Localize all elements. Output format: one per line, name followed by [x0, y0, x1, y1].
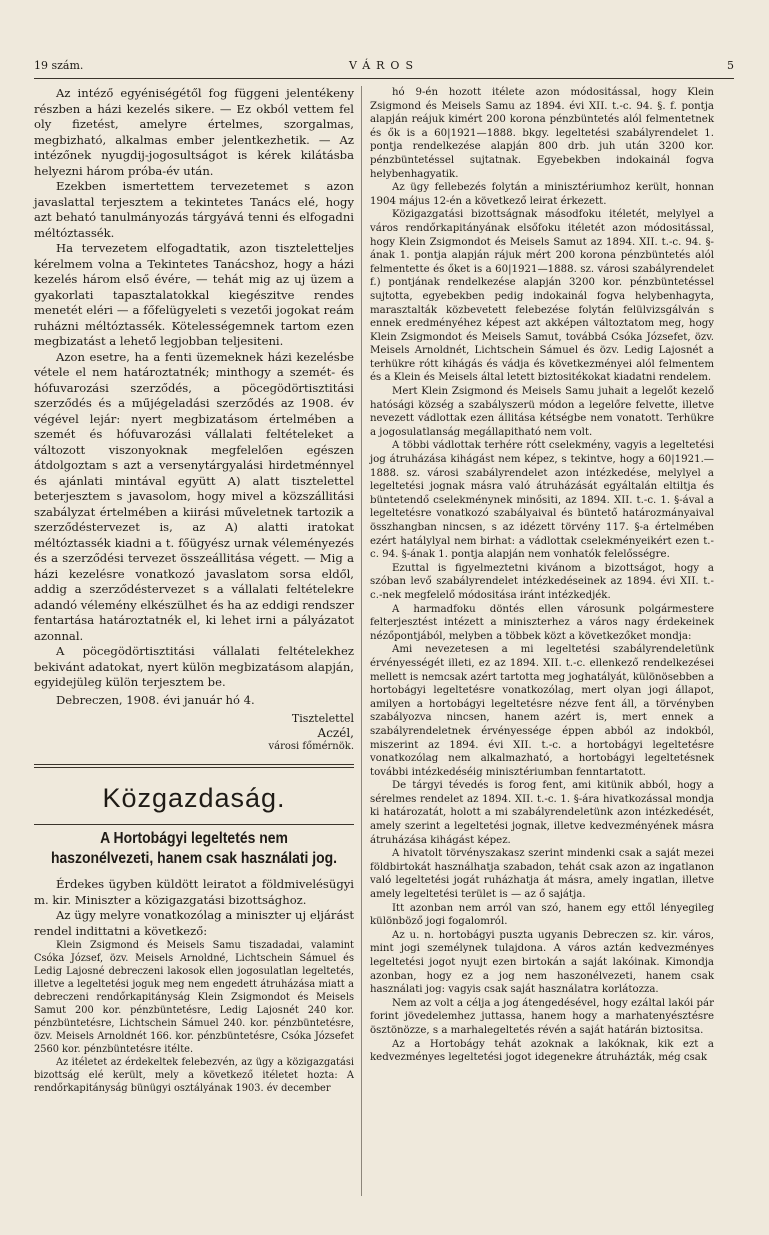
paragraph-small: Az itéletet az érdekeltek felebezvén, az ügy a közigazgatási bizottság elé került, mely a következő itéletet hozta: A rendőrkapitányság bünügyi osztályának 1903. év december [34, 1057, 354, 1094]
signature-name: Aczél, [317, 726, 354, 740]
paragraph: Érdekes ügyben küldött leiratot a földmivelésügyi m. kir. Miniszter a közigazgatási bizottsághoz. [34, 877, 354, 907]
paragraph: Az intéző egyéniségétől fog függeni jelentékeny részben a házi kezelés sikere. — Ez okból vettem fel oly fizetést, amelyre értelmes, szorgalmas, megbizható, alkalmas ember jelentkezhetik. — Az intézőnek nyugdij-jogosultságot is kérek kilátásba helyezni három próba-év után. [34, 86, 354, 178]
paragraph: Mert Klein Zsigmond és Meisels Samu juhait a legelőt kezelő hatósági község a szabályszerü módon a legelőre felvette, illetve nevezett vádlottak ezen állitása kétségbe nem vonatott. Terhükre a jogosulatlanság megállapitható nem volt. [370, 386, 714, 438]
signature-greeting: Tisztelettel [291, 712, 354, 725]
paragraph: Nem az volt a célja a jog átengedésével, hogy ezáltal lakói pár forint jövedelemhez juttassa, hanem hogy a marhatenyésztésre ösztönözze, s a marhalegeltetés révén a saját határán biztositsa. [370, 997, 714, 1036]
paragraph-small: Klein Zsigmond és Meisels Samu tiszadadai, valamint Csóka József, özv. Meisels Arnoldné, Lichtschein Sámuel és Ledig Lajosné debreczeni lakosok ellen jogosulatlan legeltetés, illetve a legeltetési joguk meg nem engedett átruházása miatt a debreczeni rendőrkapitányság Klein Zsigmondot és Meisels Samut 200 kor. pénzbüntetésre, Ledig Lajosnét 240 kor. pénzbüntetésre, Lichtschein Sámuel 240. kor. pénzbüntetésre, özv. Meisels Arnoldnét 166. kor. pénzbüntetésre, Csóka Józsefet 2560 kor. pénzbüntetésre itélte. [34, 940, 354, 1055]
section-rule [34, 767, 354, 768]
paragraph: Közigazgatási bizottságnak másodfoku itéletét, melylyel a város rendőrkapitányának elsőfoku itéletét azon módositással, hogy Klein Zsigmondot és Meisels Samut az 1894. XII. t.-c. 94. §-ának 1. pontja alapján rájuk mért 200 korona pénzbüntetés alól felmentette és őket is a 60|1921—1888. sz. városi szabályrendelet f.) pontjának rendelkezése alapján 3200 kor. pénzbüntetéssel sujtotta, egyebekben pedig indokainál fogva helybenhagyta, marasztalták közbevetett felebezése folytán felülvizsgálván s ennek eredményéhez képest azt akképen változtatom meg, hogy Klein Zsigmondot és Meisels Samut, továbbá Csóka Józsefet, özv. Meisels Arnoldnét, Lichtschein Sámuel és özv. Ledig Lajosnét a terhükre rótt kihágás és vádja és következményei alól felmentem és a Klein és Meisels által letett biztositékokat kiadatni rendelem. [370, 209, 714, 384]
paragraph: Azon esetre, ha a fenti üzemeknek házi kezelésbe vétele el nem határoztatnék; minthogy a szemét- és hófuvarozási szerződés, a pöcegödörtisztitási szerződés és a műjégeladási szerződés az 1908. év végével lejár: nyert megbizatásom értelmében a szemét és hófuvarozási vállalati feltételeket a változott viszonyoknak megfelelően egészen átdolgoztam s azt a versenytárgyalási hirdetménnyel és ajánlati mintával együtt A) alatt tisztelettel beterjesztem s javasolom, hogy mivel a közszállitási szabályzat értelmében a kiirási műveletnek tartozik a szerződéstervezet is, az A) alatti iratokat méltóztassék kiadni a t. főügyész urnak véleményezés és a szerződési tervezet összeállitása végett. — Mig a házi kezelésre vonatkozó javaslatom sorsa eldől, addig a szerződéstervezet s a vállalati feltételekre adandó vélemény elkészülhet és ha az eddigi rendszer fentartása határoztatnék el, ki lehet irni a pályázatot azonnal. [34, 349, 354, 643]
paragraph: Az a Hortobágy tehát azoknak a lakóknak, kik ezt a kedvezményes legeltetési jogot idegenekre átruházták, még csak [370, 1038, 714, 1064]
page-header [34, 60, 734, 79]
paragraph: Ezekben ismertettem tervezetemet s azon javaslattal terjesztem a tekintetes Tanács elé, hogy azt beható tanulmányozás tárgyává tenni és elfogadni méltóztassék. [34, 179, 354, 240]
section-rule [34, 764, 354, 765]
column-divider [361, 86, 362, 1196]
article-title: A Hortobágyi legeltetés nem haszonélvezeti, hanem csak használati jog. [50, 830, 338, 867]
running-title: VÁROS [349, 59, 419, 72]
paragraph: hó 9-én hozott itélete azon módositással, hogy Klein Zsigmond és Meisels Samu az 1894. évi XII. t.-c. 94. §. f. pontja alapján reájuk kimért 200 korona pénzbüntetés alól felmentetnek és ők is a 60|1921—1888. bkgy. legeltetési szabályrendelet 1. pontja rendelkezése alapján 800 drb. juh után 3200 kor. pénzbüntetéssel sujtatnak. Egyebekben indokainál fogva helybenhagyatik. [370, 87, 714, 180]
paragraph: A pöcegödörtisztitási vállalati feltételekhez bekivánt adatokat, nyert külön megbizatásom alapján, egyidejüleg külön terjesztem be. [34, 644, 354, 689]
paragraph: Az ügy fellebezés folytán a minisztériumhoz került, honnan 1904 május 12-én a következő leirat érkezett. [370, 182, 714, 207]
paragraph: Itt azonban nem arról van szó, hanem egy ettől lényegileg különböző jogi fogalomról. [370, 902, 714, 928]
letter-date: Debreczen, 1908. évi január hó 4. [56, 692, 255, 707]
paragraph: Ha tervezetem elfogadtatik, azon tiszteletteljes kérelmem volna a Tekintetes Tanácshoz, hogy a házi kezelés három első évére, — tehát mig az uj üzem a gyakorlati tapasztalatokkal kiegészitve rendes menetét eléri — a főfelügyeleti s vezetői jogokat reám ruházni méltóztassék. Kötelességemnek tartom ezen megbizatást a lehető legjobban teljesiteni. [34, 241, 354, 348]
paragraph: A többi vádlottak terhére rótt cselekmény, vagyis a legeltetési jog átruházása kihágást nem képez, s tekintve, hogy a 60|1921.—1888. sz. városi szabályrendelet azon intézkedése, melylyel a legeltetési jognak másra való átruházását egyáltalán eltiltja és büntetendő cselekménynek minősiti, az 1894. XII. t.-c. 1. §-ával a legeltetésre vonatkozó szabályaival és büntető határozmányaival összhangban nincsen, s az idézett törvény 117. §-a értelmében ezért hatálylyal nem birhat: a vádlottak cselekményeikért ezen t.-c. 94. §-ának 1. pontja alapján nem vonhatók felelősségre. [370, 440, 714, 561]
paragraph: A hivatolt törvényszakasz szerint mindenki csak a saját mezei földbirtokát használhatja szabadon, tehát csak azon az ingatlanon való legeltetési jogát ruházhatja át másra, amely ingatlan, illetve amely legeltetési terület is — az ő sajátja. [370, 848, 714, 901]
paragraph: A harmadfoku döntés ellen városunk polgármestere felterjesztést intézett a miniszterhez a város nagy érdekeinek nézőpontjából, melyben a többek közt a következőket mondja: [370, 603, 714, 642]
page-number-right: 5 [727, 59, 734, 72]
page-number-left: 19 szám. [34, 59, 84, 72]
paragraph: Ami nevezetesen a mi legeltetési szabályrendeletünk érvényességét illeti, ez az 1894. XII. t.-c. ellenkező rendelkezései mellett is nemcsak azért tartotta meg joghatályát, különösebben a hortobágyi legeltetésre vonatkozólag, mert olyan jogi állapot, amilyen a hortobágyi legeltetésre nézve fent áll, a törvényben szabályozva nincsen, hanem azért is, mert ennek a szabályrendeletnek érvényessége éppen abból az indokból, miszerint az 1894. évi XII. t.-c. a hortobágyi legeltetésre vonatkozólag nem alkalmazható, a hortobágyi legeltetésnek további intézkedéséig minisztériumban fenntartatott. [370, 644, 714, 778]
section-rule [34, 824, 354, 825]
right-column [370, 86, 714, 1065]
paragraph: De tárgyi tévedés is forog fent, ami kitünik abból, hogy a sérelmes rendelet az 1894. XII. t.-c. 1. §-ára hivatkozással mondja ki határozatát, holott a mi szabályrendeletünk azon intézkedését, amely szerint a legeltetési jognak, illetve kedvezményének másra átruházása kihágást képez. [370, 780, 714, 846]
left-column [34, 86, 354, 1095]
signature-block [34, 712, 354, 754]
paragraph: Az ügy melyre vonatkozólag a miniszter uj eljárást rendel indittatni a következő: [34, 908, 354, 938]
paragraph: Ezuttal is figyelmeztetni kivánom a bizottságot, hogy a szóban levő szabályrendelet intézkedéseinek az 1894. évi XII. t.-c.-nek megfelelő módositása iránt intézkedjék. [370, 562, 714, 601]
paragraph: Az u. n. hortobágyi puszta ugyanis Debreczen sz. kir. város, mint jogi személynek tulajdona. A város aztán kedvezményes legeltetési jogot nyujt ezen birtokán a saját lakóinak. Kimondja azonban, hogy ez a jog nem haszonélvezeti, hanem csak használati jog: vagyis csak saját használatra korlátozza. [370, 929, 714, 996]
section-heading: Közgazdaság. [102, 783, 286, 813]
signature-role: városi főmérnök. [268, 741, 354, 752]
